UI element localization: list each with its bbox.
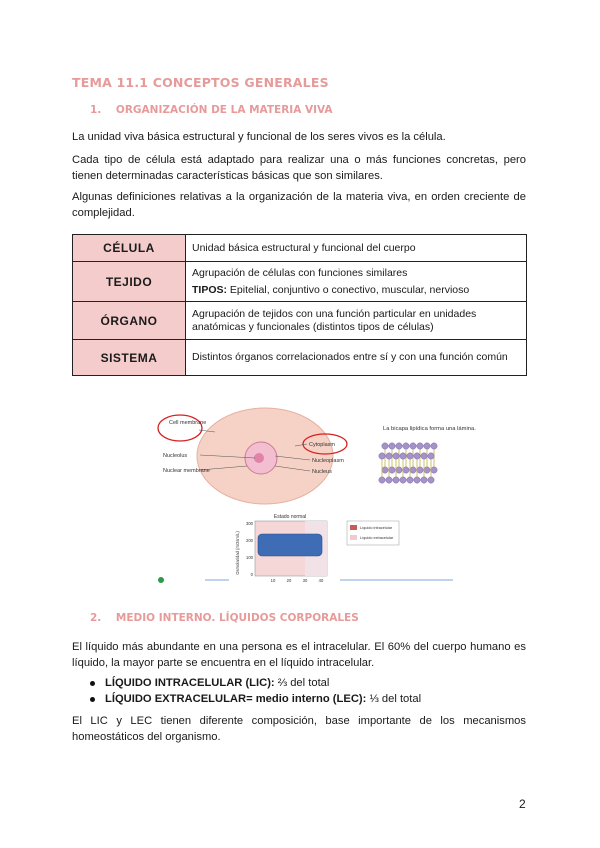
label-cytoplasm: Cytoplasm [309, 442, 335, 448]
lipid-head [421, 477, 427, 483]
lipid-head [428, 477, 434, 483]
bullet-icon [90, 697, 95, 702]
definition-types [192, 284, 520, 297]
lipid-head [414, 453, 420, 459]
label-nucleolus: Nucleolus [163, 453, 188, 459]
lipid-head [389, 443, 395, 449]
section-number: 2. [90, 612, 102, 624]
lipid-head [424, 443, 430, 449]
lipid-head [396, 443, 402, 449]
lipid-head [431, 443, 437, 449]
y-tick: 300 [246, 521, 253, 526]
highlight-circle [158, 415, 202, 441]
bullet-label: LÍQUIDO INTRACELULAR (LIC): [105, 677, 275, 689]
label-nucleoplasm: Nucleoplasm [312, 458, 344, 464]
paragraph: Cada tipo de célula está adaptado para realizar una o más funciones concretas, pero tienen determinadas características básicas que son similares. [72, 154, 526, 182]
bullet-label: LÍQUIDO EXTRACELULAR= medio interno (LEC): [105, 693, 367, 705]
x-tick: 20 [286, 578, 292, 583]
lipid-head [382, 443, 388, 449]
definition-cell: Distintos órganos correlacionados entre sí y con una función común [186, 340, 527, 376]
page-title: TEMA 11.1 CONCEPTOS GENERALES [72, 75, 329, 90]
lipid-head [396, 467, 402, 473]
list-item [90, 676, 329, 692]
paragraph: Algunas definiciones relativas a la organización de la materia viva, en orden creciente de complejidad. [72, 191, 526, 219]
term-cell: ÓRGANO [73, 302, 186, 340]
bullet-icon [90, 681, 95, 686]
section-heading-2 [90, 612, 359, 624]
lipid-head [417, 467, 423, 473]
lipid-head [386, 477, 392, 483]
legend-swatch-extra [350, 535, 357, 540]
chart-legend [347, 521, 399, 545]
legend-intra: Líquido intracelular [360, 526, 393, 530]
chart-ylabel: Osmolaridad (mOsm/L) [235, 531, 240, 575]
lipid-head [379, 477, 385, 483]
legend-extra: Líquido extracelular [360, 536, 394, 540]
label-nucleus: Nucleus [312, 469, 332, 475]
lipid-head [382, 467, 388, 473]
label-cell-membrane: Cell membrane [169, 420, 207, 426]
lipid-head [414, 477, 420, 483]
section-number: 1. [90, 104, 102, 116]
lipid-head [400, 453, 406, 459]
y-tick: 100 [246, 555, 253, 560]
lipid-head [410, 443, 416, 449]
lipid-head [407, 453, 413, 459]
x-tick: 40 [318, 578, 324, 583]
lipid-head [393, 453, 399, 459]
lipid-head [403, 443, 409, 449]
types-label: TIPOS: [192, 283, 228, 296]
x-tick: 10 [270, 578, 276, 583]
section-heading-1 [90, 104, 333, 116]
definitions-table [72, 234, 527, 376]
term-cell: SISTEMA [73, 340, 186, 376]
table-row [73, 262, 527, 302]
definition-text: Agrupación de células con funciones similares [192, 266, 408, 279]
bilayer-caption: La bicapa lipídica forma una lámina. [383, 426, 476, 432]
x-tick-labels [271, 578, 324, 583]
section-title: ORGANIZACIÓN DE LA MATERIA VIVA [115, 104, 333, 116]
definition-cell [186, 262, 527, 302]
lipid-head [410, 467, 416, 473]
page-number: 2 [519, 797, 526, 811]
lipid-head [393, 477, 399, 483]
lipid-head [386, 453, 392, 459]
label-nuclear-membrane: Nuclear membrane [163, 468, 210, 474]
lipid-head [389, 467, 395, 473]
lipid-head [403, 467, 409, 473]
y-tick-labels [246, 521, 254, 577]
lipid-head [421, 453, 427, 459]
lipid-head [428, 453, 434, 459]
definition-cell: Agrupación de tejidos con una función particular en unidades anatómicas y funcionales (distintos tipos de células) [186, 302, 527, 340]
lipid-head [417, 443, 423, 449]
paragraph: La unidad viva básica estructural y funcional de los seres vivos es la célula. [72, 131, 446, 143]
nucleolus-shape [254, 453, 264, 463]
lipid-head [400, 477, 406, 483]
table-row [73, 235, 527, 262]
lipid-head [424, 467, 430, 473]
table-row [73, 302, 527, 340]
lipid-head [379, 453, 385, 459]
lipid-bilayer [379, 443, 437, 483]
x-tick: 30 [302, 578, 308, 583]
y-tick: 200 [246, 538, 253, 543]
osmolarity-chart [235, 514, 399, 583]
list-item [90, 692, 421, 708]
term-cell: TEJIDO [73, 262, 186, 302]
lipid-head [407, 477, 413, 483]
term-cell: CÉLULA [73, 235, 186, 262]
bullet-value: ⅓ del total [366, 693, 422, 705]
cell-figure [155, 408, 476, 586]
paragraph: El LIC y LEC tienen diferente composición, base importante de los mecanismos homeostáticos del organismo. [72, 715, 526, 743]
legend-swatch-intra [350, 525, 357, 530]
definition-cell: Unidad básica estructural y funcional del cuerpo [186, 235, 527, 262]
types-text: Epitelial, conjuntivo o conectivo, muscular, nervioso [227, 283, 470, 296]
logo-icon [158, 577, 164, 583]
section-title: MEDIO INTERNO. LÍQUIDOS CORPORALES [115, 612, 359, 624]
table-row [73, 340, 527, 376]
bullet-value: ⅔ del total [274, 677, 330, 689]
lipid-head [431, 467, 437, 473]
y-tick: 0 [250, 572, 253, 577]
paragraph: El líquido más abundante en una persona es el intracelular. El 60% del cuerpo humano es líquido, la mayor parte se encuentra en el líquido intracelular. [72, 641, 526, 669]
chart-title: Estado normal [273, 514, 307, 520]
intracellular-box [258, 534, 322, 556]
